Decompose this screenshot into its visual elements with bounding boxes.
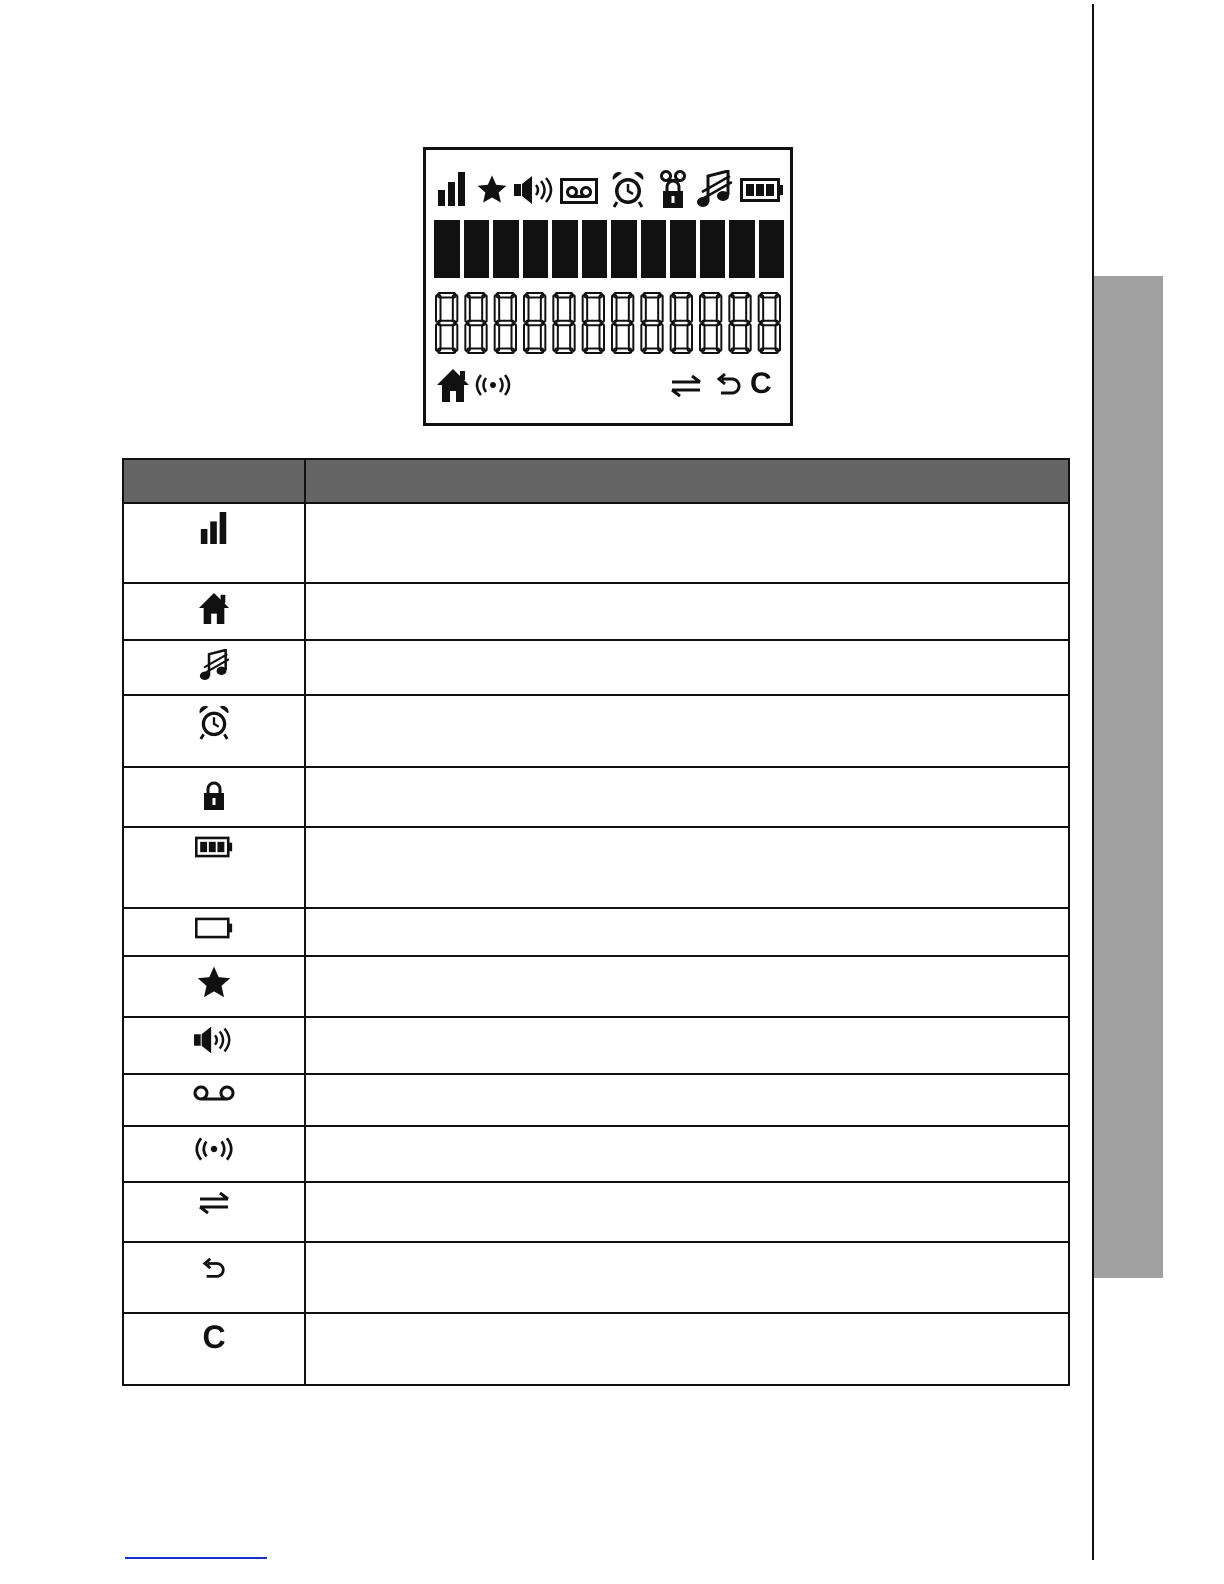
row-description xyxy=(305,1182,1069,1242)
icon-legend-table xyxy=(122,458,1070,1386)
home-icon xyxy=(436,368,470,402)
row-description xyxy=(305,1126,1069,1182)
lcd-digit xyxy=(759,293,780,353)
lcd-digit xyxy=(700,293,721,353)
lcd-digit xyxy=(641,293,662,353)
lcd-segment xyxy=(582,220,608,278)
table-row xyxy=(123,695,1069,767)
row-description xyxy=(305,956,1069,1017)
lcd-digit-row xyxy=(434,290,786,356)
table-row xyxy=(123,827,1069,908)
intercom-icon xyxy=(474,372,512,398)
ringer-off-icon xyxy=(696,170,732,208)
lcd-bottom-icons xyxy=(434,368,786,408)
row-description xyxy=(305,1074,1069,1126)
row-description xyxy=(305,1242,1069,1313)
voicemail-icon xyxy=(191,1083,237,1107)
lcd-segment xyxy=(759,220,785,278)
row-description xyxy=(305,695,1069,767)
lcd-segment xyxy=(523,220,549,278)
lcd-segment xyxy=(729,220,755,278)
transfer-icon xyxy=(198,1191,230,1215)
lcd-segment xyxy=(552,220,578,278)
lock-icon xyxy=(199,776,229,812)
icon-column-header xyxy=(123,459,305,503)
lcd-segment xyxy=(641,220,667,278)
table-row xyxy=(123,956,1069,1017)
table-row xyxy=(123,908,1069,956)
lcd-digit xyxy=(729,293,750,353)
table-row xyxy=(123,640,1069,695)
lcd-segment xyxy=(493,220,519,278)
voicemail-icon xyxy=(560,178,598,204)
description-column-header xyxy=(305,459,1069,503)
battery-empty-icon xyxy=(195,917,233,939)
row-description xyxy=(305,583,1069,640)
table-row xyxy=(123,583,1069,640)
table-row xyxy=(123,1182,1069,1242)
alarm-icon xyxy=(610,170,646,208)
lcd-segment xyxy=(434,220,460,278)
battery-full-icon xyxy=(740,178,784,202)
clear-icon: C xyxy=(202,1319,226,1355)
section-tab xyxy=(1094,276,1163,1278)
signal-icon xyxy=(199,512,229,544)
lock-icon xyxy=(658,170,688,208)
lcd-segment xyxy=(611,220,637,278)
speaker-icon xyxy=(514,176,556,204)
lcd-digit xyxy=(465,293,486,353)
footer-rule xyxy=(125,1557,267,1559)
alarm-icon xyxy=(197,704,231,740)
row-description xyxy=(305,1313,1069,1385)
home-icon xyxy=(198,592,230,624)
ringer-off-icon xyxy=(199,649,229,681)
call-back-icon xyxy=(716,372,742,398)
row-description xyxy=(305,767,1069,827)
lcd-digit xyxy=(583,293,604,353)
table-row xyxy=(123,503,1069,583)
table-row xyxy=(123,1242,1069,1313)
battery-full-icon xyxy=(195,836,233,858)
signal-icon xyxy=(438,172,466,206)
lcd-top-icons xyxy=(434,170,782,210)
table-row xyxy=(123,1126,1069,1182)
table-row xyxy=(123,1017,1069,1074)
lcd-segment xyxy=(700,220,726,278)
lcd-text-row xyxy=(434,220,784,278)
table-row xyxy=(123,1313,1069,1385)
clear-icon: C xyxy=(750,367,772,400)
lcd-segment xyxy=(670,220,696,278)
speaker-icon xyxy=(194,1026,234,1054)
lcd-digit xyxy=(671,293,692,353)
row-description xyxy=(305,1017,1069,1074)
row-description xyxy=(305,827,1069,908)
lcd-digit xyxy=(612,293,633,353)
table-row xyxy=(123,1074,1069,1126)
row-description xyxy=(305,503,1069,583)
call-back-icon xyxy=(202,1257,226,1281)
row-description xyxy=(305,640,1069,695)
lcd-display xyxy=(423,147,793,426)
lcd-digit xyxy=(524,293,545,353)
star-icon xyxy=(476,174,508,206)
table-header-row xyxy=(123,459,1069,503)
lcd-digit xyxy=(553,293,574,353)
star-icon xyxy=(196,965,232,1001)
lcd-digit xyxy=(495,293,516,353)
row-description xyxy=(305,908,1069,956)
transfer-icon xyxy=(670,374,702,398)
lcd-segment xyxy=(464,220,490,278)
table-row xyxy=(123,767,1069,827)
lcd-digit xyxy=(436,293,457,353)
intercom-icon xyxy=(193,1135,235,1163)
